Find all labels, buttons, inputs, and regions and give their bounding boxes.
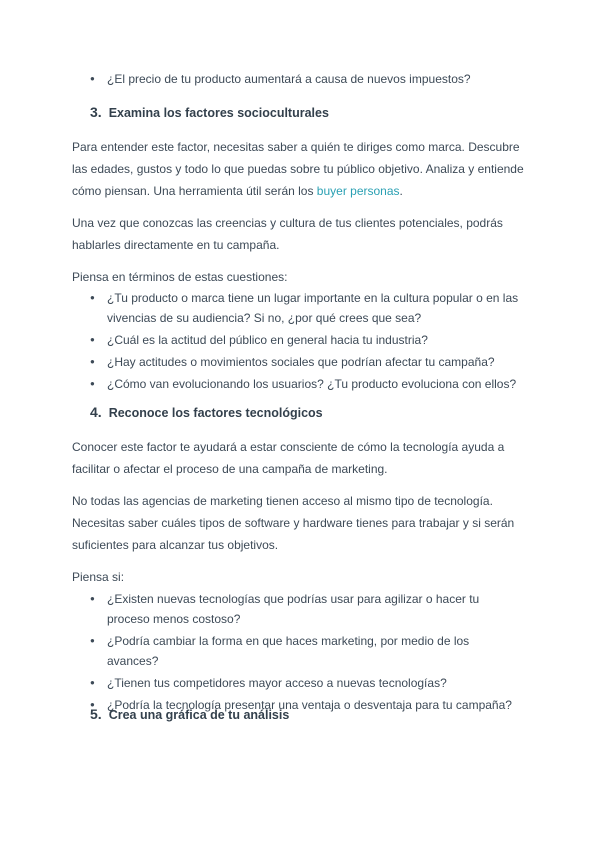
section-4-heading <box>90 402 323 423</box>
list-item: ● ¿El precio de tu producto aumentará a causa de nuevos impuestos? <box>90 69 520 89</box>
list-item: ● ¿Tienen tus competidores mayor acceso a nuevas tecnologías? <box>90 673 520 693</box>
list-item: ● ¿Tu producto o marca tiene un lugar importante en la cultura popular o en las vivencias de su audiencia? Si no, ¿por qué crees que sea? <box>90 288 520 328</box>
list-item: ● ¿Podría cambiar la forma en que haces marketing, por medio de los avances? <box>90 631 520 671</box>
section-3-paragraph-2: Una vez que conozcas las creencias y cultura de tus clientes potenciales, podrás hablarles directamente en tu campaña. <box>72 216 503 252</box>
section-number: 4. <box>90 404 102 420</box>
list-item: ● ¿Cuál es la actitud del público en general hacia tu industria? <box>90 330 520 350</box>
section-5-heading <box>90 704 289 725</box>
section-title: Reconoce los factores tecnológicos <box>108 406 323 420</box>
list-item: ● ¿Cómo van evolucionando los usuarios? ¿Tu producto evoluciona con ellos? <box>90 374 520 394</box>
section-3-paragraph-1 <box>72 136 532 202</box>
bullet-list-top <box>90 69 520 91</box>
section-title: Examina los factores socioculturales <box>108 106 329 120</box>
section-number: 3. <box>90 104 102 120</box>
section-number: 5. <box>90 706 102 722</box>
paragraph-text: Para entender este factor, necesitas saber a quién te diriges como marca. Descubre las edades, gustos y todo lo que puedas sobre tu público objetivo. Analiza y entiende cómo piensan. Una herramienta útil serán los <box>72 140 524 198</box>
section-4-paragraph-1: Conocer este factor te ayudará a estar consciente de cómo la tecnología ayuda a facilitar o afectar el proceso de una campaña de marketing. <box>72 440 505 476</box>
buyer-personas-link[interactable]: buyer personas <box>316 184 400 198</box>
list-item: ● ¿Podría la tecnología presentar una ventaja o desventaja para tu campaña? <box>90 695 520 715</box>
list-item: ● ¿Hay actitudes o movimientos sociales que podrían afectar tu campaña? <box>90 352 520 372</box>
section-3-bullet-list <box>90 288 520 396</box>
section-3-paragraph-3: Piensa en términos de estas cuestiones: <box>72 270 288 284</box>
section-4-paragraph-3: Piensa si: <box>72 570 125 584</box>
section-4-paragraph-2: No todas las agencias de marketing tienen acceso al mismo tipo de tecnología. Necesitas saber cuáles tipos de software y hardware tienes para trabajar y si serán suficientes para alcanzar tus objetivos. <box>72 494 515 552</box>
section-3-heading <box>90 102 329 123</box>
list-item: ● ¿Existen nuevas tecnologías que podrías usar para agilizar o hacer tu proceso menos costoso? <box>90 589 520 629</box>
section-4-bullet-list <box>90 589 520 717</box>
paragraph-text: . <box>399 184 403 198</box>
section-title: Crea una gráfica de tu análisis <box>108 708 290 722</box>
